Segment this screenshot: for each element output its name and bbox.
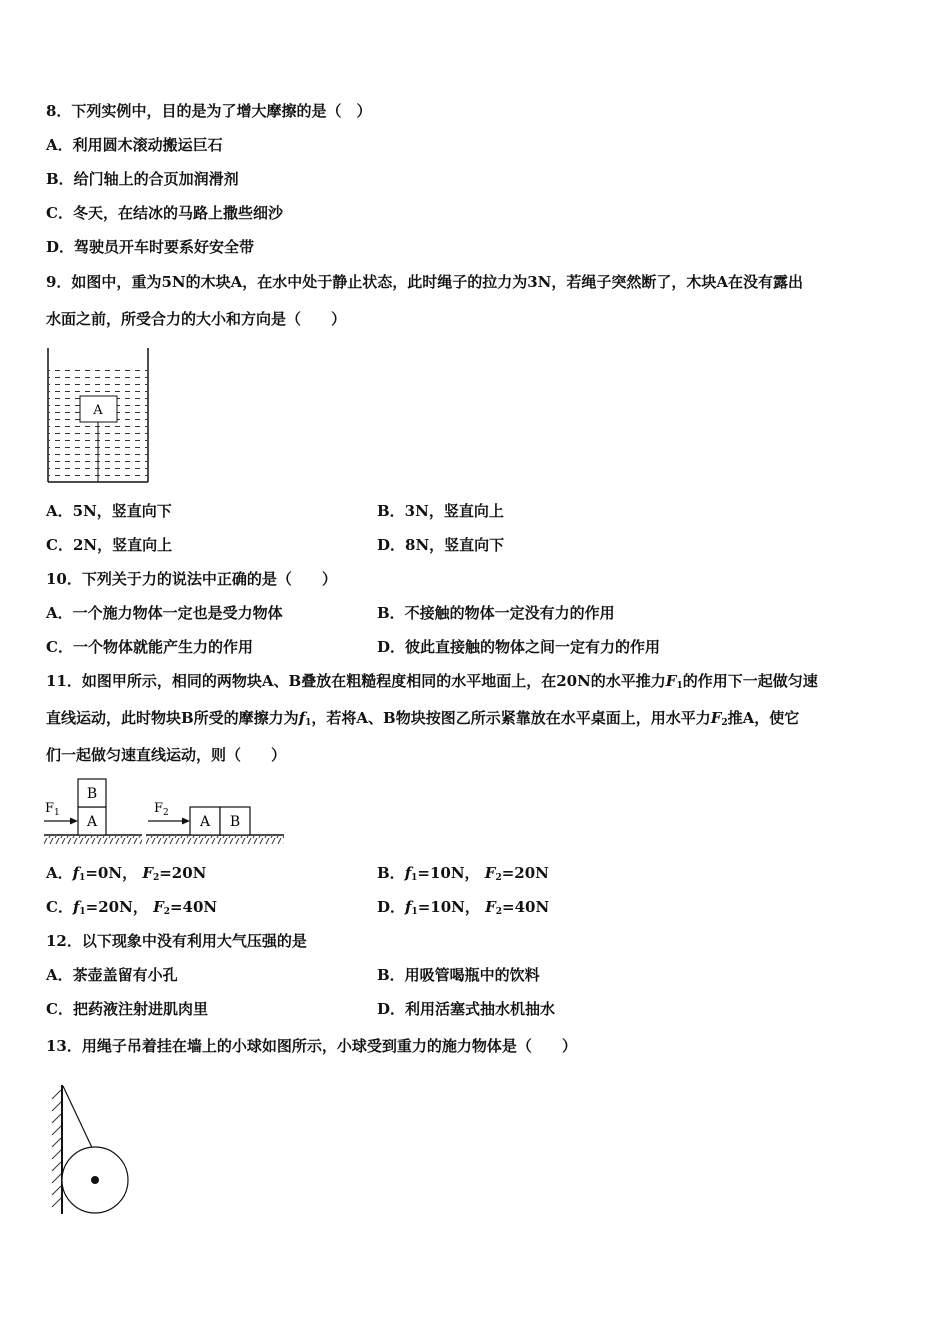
q11-stem-line3: 们一起做匀速直线运动，则（ ） (46, 746, 287, 764)
q13-ball-on-wall-figure (44, 1082, 136, 1218)
q8-option-b: B．给门轴上的合页加润滑剂 (46, 170, 239, 188)
q9-water-tank-figure (44, 346, 154, 486)
q9-option-c: C．2N，竖直向上 (46, 536, 173, 554)
q11-left-force-label: $F_1$ (45, 801, 60, 818)
q10-stem: 10．下列关于力的说法中正确的是（ ） (46, 570, 337, 588)
q10-option-c: C．一个物体就能产生力的作用 (46, 638, 253, 656)
q10-option-a: A．一个施力物体一定也是受力物体 (46, 604, 283, 622)
q9-option-d: D．8N，竖直向下 (377, 536, 505, 554)
q12-option-b: B．用吸管喝瓶中的饮料 (377, 966, 540, 984)
q11-option-c: C．$f_1=20N$， $F_2=40N$ (46, 898, 218, 917)
q11-option-d: D．$f_1=10N$， $F_2=40N$ (377, 898, 550, 917)
q8-stem: 8．下列实例中，目的是为了增大摩擦的是（ ） (46, 102, 372, 120)
q9-option-b: B．3N，竖直向上 (377, 502, 504, 520)
q9-option-a: A．5N，竖直向下 (46, 502, 172, 520)
q11-left-block-b: B (86, 786, 98, 802)
q10-option-d: D．彼此直接触的物体之间一定有力的作用 (377, 638, 661, 656)
q11-right-block-b: B (229, 814, 241, 830)
q12-option-d: D．利用活塞式抽水机抽水 (377, 1000, 556, 1018)
q11-right-force-label: $F_2$ (154, 801, 169, 818)
q11-option-a: A．$f_1=0N$， $F_2=20N$ (46, 864, 207, 883)
q9-block-label: A (93, 403, 103, 418)
q12-option-a: A．茶壶盖留有小孔 (46, 966, 178, 984)
q11-stem-line2: 直线运动，此时物块B所受的摩擦力为$f_1$，若将A、B物块按图乙所示紧靠放在水平桌面上，用水平力$F_2$推A，使它 (46, 709, 800, 728)
q11-stem-line1: 11．如图甲所示，相同的两物块A、B叠放在粗糙程度相同的水平地面上，在20N的水平推力$F_1$的作用下一起做匀速 (46, 672, 818, 691)
q8-option-c: C．冬天，在结冰的马路上撒些细沙 (46, 204, 283, 222)
q11-left-block-a: A (86, 814, 98, 830)
q9-stem-line1: 9．如图中，重为5N的木块A，在水中处于静止状态，此时绳子的拉力为3N，若绳子突然断了，木块A在没有露出 (46, 273, 804, 291)
q13-stem: 13．用绳子吊着挂在墙上的小球如图所示，小球受到重力的施力物体是（ ） (46, 1037, 577, 1055)
q9-stem-line2: 水面之前，所受合力的大小和方向是（ ） (46, 310, 347, 328)
q12-option-c: C．把药液注射进肌肉里 (46, 1000, 208, 1018)
q10-option-b: B．不接触的物体一定没有力的作用 (377, 604, 615, 622)
q8-option-d: D．驾驶员开车时要系好安全带 (46, 238, 255, 256)
q11-option-b: B．$f_1=10N$， $F_2=20N$ (377, 864, 549, 883)
q11-blocks-figure (42, 774, 292, 850)
q8-option-a: A．利用圆木滚动搬运巨石 (46, 136, 223, 154)
q11-right-block-a: A (199, 814, 211, 830)
q12-stem: 12．以下现象中没有利用大气压强的是 (46, 932, 307, 950)
